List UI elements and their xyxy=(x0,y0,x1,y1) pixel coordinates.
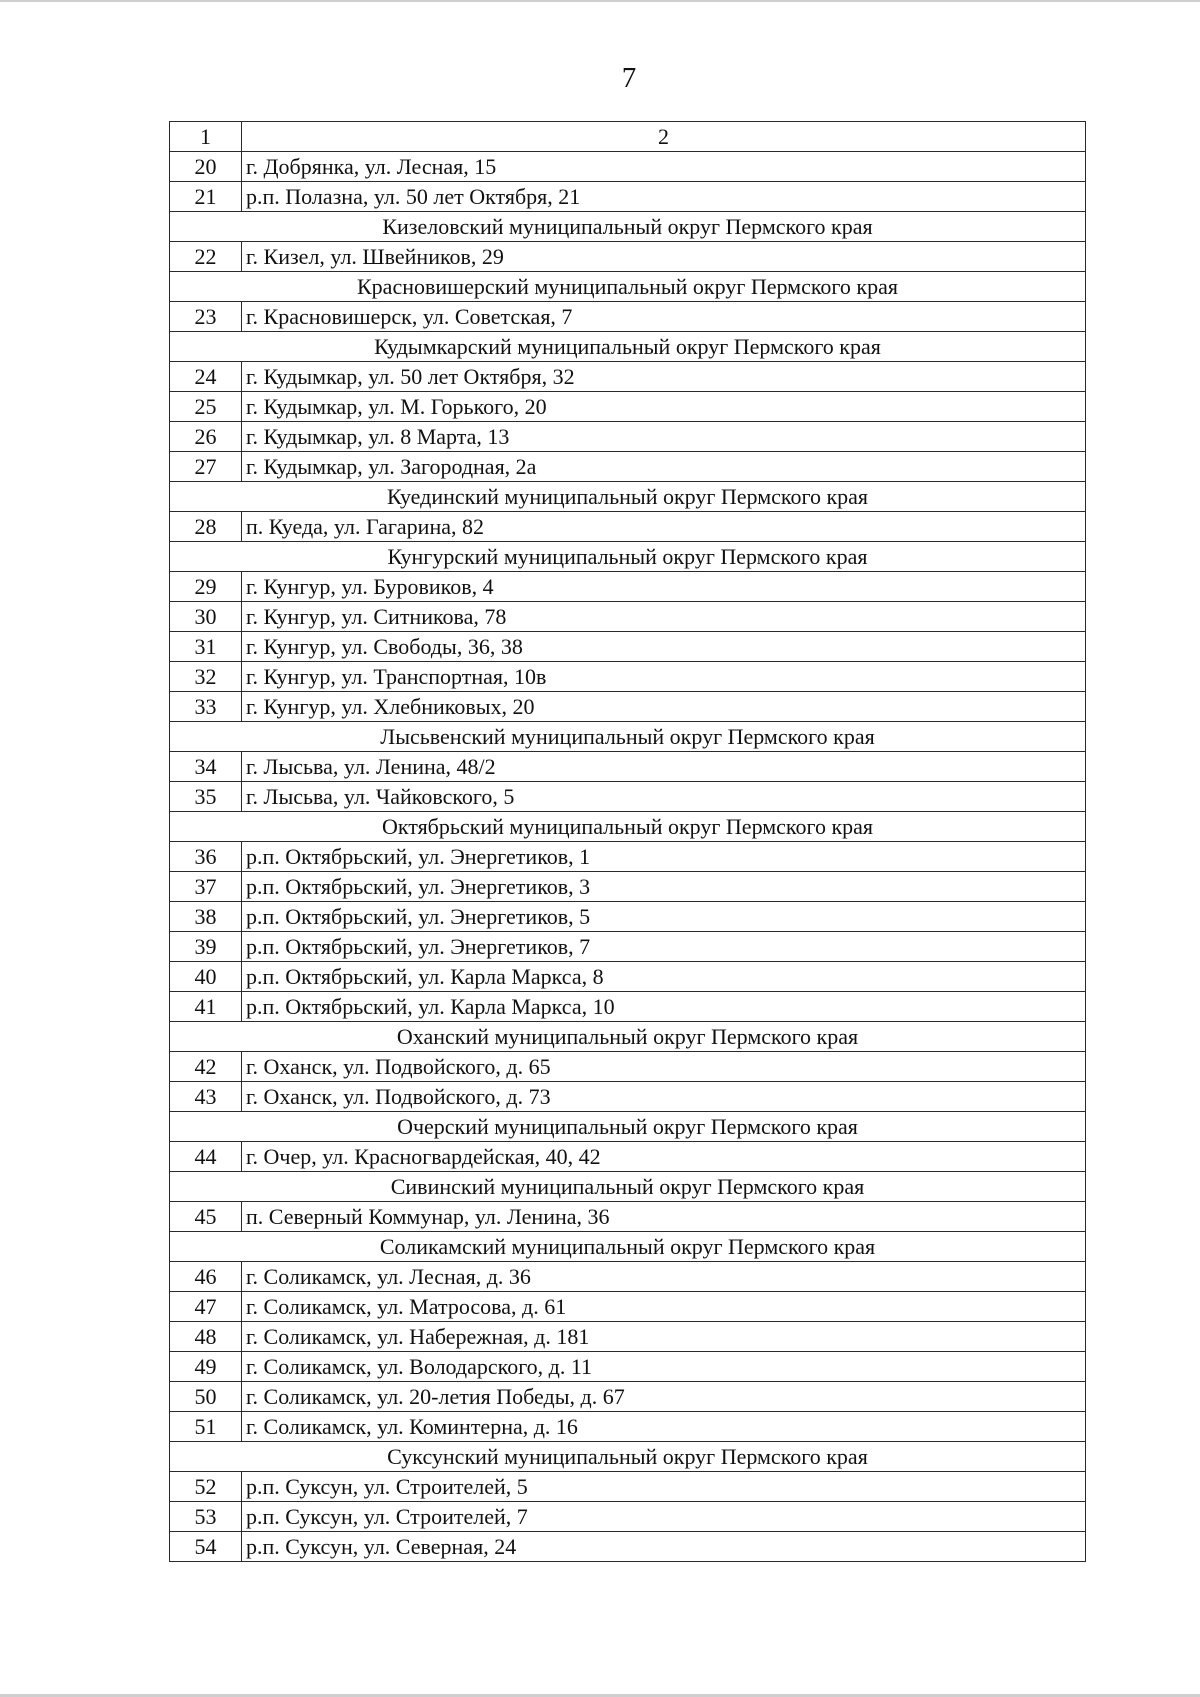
row-number: 25 xyxy=(170,392,242,422)
row-number: 31 xyxy=(170,632,242,662)
section-row xyxy=(170,212,1086,242)
row-address: р.п. Полазна, ул. 50 лет Октября, 21 xyxy=(242,182,1086,212)
row-number: 51 xyxy=(170,1412,242,1442)
table-row xyxy=(170,902,1086,932)
row-address: г. Кудымкар, ул. М. Горького, 20 xyxy=(242,392,1086,422)
section-row xyxy=(170,1112,1086,1142)
row-number: 50 xyxy=(170,1382,242,1412)
row-address: г. Оханск, ул. Подвойского, д. 65 xyxy=(242,1052,1086,1082)
row-address: г. Кудымкар, ул. 50 лет Октября, 32 xyxy=(242,362,1086,392)
row-number: 43 xyxy=(170,1082,242,1112)
table-row xyxy=(170,452,1086,482)
section-row xyxy=(170,482,1086,512)
row-address: г. Лысьва, ул. Чайковского, 5 xyxy=(242,782,1086,812)
table-row xyxy=(170,752,1086,782)
table-row xyxy=(170,1382,1086,1412)
row-address: г. Оханск, ул. Подвойского, д. 73 xyxy=(242,1082,1086,1112)
column-header-address: 2 xyxy=(242,122,1086,152)
table-row xyxy=(170,572,1086,602)
row-address: г. Кудымкар, ул. Загородная, 2а xyxy=(242,452,1086,482)
row-number: 27 xyxy=(170,452,242,482)
row-number: 42 xyxy=(170,1052,242,1082)
row-number: 52 xyxy=(170,1472,242,1502)
section-title: Кунгурский муниципальный округ Пермского края xyxy=(170,542,1086,572)
row-number: 38 xyxy=(170,902,242,932)
row-number: 33 xyxy=(170,692,242,722)
section-title: Суксунский муниципальный округ Пермского края xyxy=(170,1442,1086,1472)
table-row xyxy=(170,602,1086,632)
row-address: г. Соликамск, ул. Лесная, д. 36 xyxy=(242,1262,1086,1292)
row-address: г. Соликамск, ул. Володарского, д. 11 xyxy=(242,1352,1086,1382)
table-row xyxy=(170,242,1086,272)
column-header-number: 1 xyxy=(170,122,242,152)
row-address: г. Соликамск, ул. Матросова, д. 61 xyxy=(242,1292,1086,1322)
table-row xyxy=(170,1142,1086,1172)
section-title: Кизеловский муниципальный округ Пермского края xyxy=(170,212,1086,242)
row-number: 30 xyxy=(170,602,242,632)
row-number: 54 xyxy=(170,1532,242,1562)
table-row xyxy=(170,782,1086,812)
row-address: г. Соликамск, ул. 20-летия Победы, д. 67 xyxy=(242,1382,1086,1412)
table-row xyxy=(170,1412,1086,1442)
scan-edge-top xyxy=(0,0,1200,2)
table-row xyxy=(170,1472,1086,1502)
row-number: 46 xyxy=(170,1262,242,1292)
row-address: р.п. Суксун, ул. Северная, 24 xyxy=(242,1532,1086,1562)
page-number: 7 xyxy=(621,62,637,94)
row-address: р.п. Суксун, ул. Строителей, 5 xyxy=(242,1472,1086,1502)
row-address: г. Соликамск, ул. Коминтерна, д. 16 xyxy=(242,1412,1086,1442)
table-row xyxy=(170,992,1086,1022)
row-number: 41 xyxy=(170,992,242,1022)
row-number: 36 xyxy=(170,842,242,872)
row-address: р.п. Октябрьский, ул. Карла Маркса, 8 xyxy=(242,962,1086,992)
row-number: 37 xyxy=(170,872,242,902)
row-address: г. Кунгур, ул. Транспортная, 10в xyxy=(242,662,1086,692)
table-row xyxy=(170,362,1086,392)
section-row xyxy=(170,332,1086,362)
row-number: 23 xyxy=(170,302,242,332)
row-address: г. Соликамск, ул. Набережная, д. 181 xyxy=(242,1322,1086,1352)
section-title: Октябрьский муниципальный округ Пермского края xyxy=(170,812,1086,842)
section-title: Лысьвенский муниципальный округ Пермского края xyxy=(170,722,1086,752)
table-row xyxy=(170,872,1086,902)
row-number: 32 xyxy=(170,662,242,692)
table-row xyxy=(170,962,1086,992)
row-address: р.п. Октябрьский, ул. Энергетиков, 1 xyxy=(242,842,1086,872)
section-row xyxy=(170,1232,1086,1262)
table-row xyxy=(170,1202,1086,1232)
row-address: г. Кунгур, ул. Ситникова, 78 xyxy=(242,602,1086,632)
table-row xyxy=(170,512,1086,542)
row-address: г. Добрянка, ул. Лесная, 15 xyxy=(242,152,1086,182)
table-row xyxy=(170,1262,1086,1292)
row-number: 34 xyxy=(170,752,242,782)
row-address: г. Кунгур, ул. Свободы, 36, 38 xyxy=(242,632,1086,662)
section-title: Сивинский муниципальный округ Пермского края xyxy=(170,1172,1086,1202)
row-number: 49 xyxy=(170,1352,242,1382)
address-table-body xyxy=(170,122,1086,1562)
table-row xyxy=(170,1532,1086,1562)
row-number: 48 xyxy=(170,1322,242,1352)
row-number: 29 xyxy=(170,572,242,602)
table-row xyxy=(170,842,1086,872)
table-row xyxy=(170,152,1086,182)
table-row xyxy=(170,1292,1086,1322)
row-number: 39 xyxy=(170,932,242,962)
section-title: Очерский муниципальный округ Пермского края xyxy=(170,1112,1086,1142)
table-row xyxy=(170,932,1086,962)
row-address: г. Кунгур, ул. Хлебниковых, 20 xyxy=(242,692,1086,722)
row-address: п. Куеда, ул. Гагарина, 82 xyxy=(242,512,1086,542)
row-number: 22 xyxy=(170,242,242,272)
row-address: р.п. Октябрьский, ул. Энергетиков, 5 xyxy=(242,902,1086,932)
section-title: Соликамский муниципальный округ Пермского края xyxy=(170,1232,1086,1262)
row-number: 40 xyxy=(170,962,242,992)
row-address: п. Северный Коммунар, ул. Ленина, 36 xyxy=(242,1202,1086,1232)
row-address: г. Кунгур, ул. Буровиков, 4 xyxy=(242,572,1086,602)
row-address: р.п. Октябрьский, ул. Энергетиков, 7 xyxy=(242,932,1086,962)
section-row xyxy=(170,1172,1086,1202)
row-number: 28 xyxy=(170,512,242,542)
row-number: 45 xyxy=(170,1202,242,1232)
row-number: 47 xyxy=(170,1292,242,1322)
row-number: 26 xyxy=(170,422,242,452)
section-row xyxy=(170,272,1086,302)
row-number: 21 xyxy=(170,182,242,212)
table-row xyxy=(170,422,1086,452)
row-address: р.п. Суксун, ул. Строителей, 7 xyxy=(242,1502,1086,1532)
table-row xyxy=(170,1052,1086,1082)
table-row xyxy=(170,1322,1086,1352)
section-title: Красновишерский муниципальный округ Пермского края xyxy=(170,272,1086,302)
section-title: Кудымкарский муниципальный округ Пермского края xyxy=(170,332,1086,362)
table-row xyxy=(170,392,1086,422)
table-header-row xyxy=(170,122,1086,152)
section-row xyxy=(170,542,1086,572)
row-number: 20 xyxy=(170,152,242,182)
section-title: Куединский муниципальный округ Пермского края xyxy=(170,482,1086,512)
row-address: г. Очер, ул. Красногвардейская, 40, 42 xyxy=(242,1142,1086,1172)
table-row xyxy=(170,662,1086,692)
row-number: 24 xyxy=(170,362,242,392)
row-address: г. Кудымкар, ул. 8 Марта, 13 xyxy=(242,422,1086,452)
row-number: 53 xyxy=(170,1502,242,1532)
table-row xyxy=(170,1502,1086,1532)
row-number: 35 xyxy=(170,782,242,812)
table-row xyxy=(170,632,1086,662)
section-row xyxy=(170,1022,1086,1052)
table-row xyxy=(170,302,1086,332)
address-table xyxy=(169,121,1086,1562)
section-row xyxy=(170,812,1086,842)
table-row xyxy=(170,182,1086,212)
row-address: р.п. Октябрьский, ул. Энергетиков, 3 xyxy=(242,872,1086,902)
section-row xyxy=(170,1442,1086,1472)
row-number: 44 xyxy=(170,1142,242,1172)
table-row xyxy=(170,692,1086,722)
row-address: г. Лысьва, ул. Ленина, 48/2 xyxy=(242,752,1086,782)
table-row xyxy=(170,1352,1086,1382)
row-address: р.п. Октябрьский, ул. Карла Маркса, 10 xyxy=(242,992,1086,1022)
table-row xyxy=(170,1082,1086,1112)
row-address: г. Красновишерск, ул. Советская, 7 xyxy=(242,302,1086,332)
section-row xyxy=(170,722,1086,752)
section-title: Оханский муниципальный округ Пермского края xyxy=(170,1022,1086,1052)
row-address: г. Кизел, ул. Швейников, 29 xyxy=(242,242,1086,272)
